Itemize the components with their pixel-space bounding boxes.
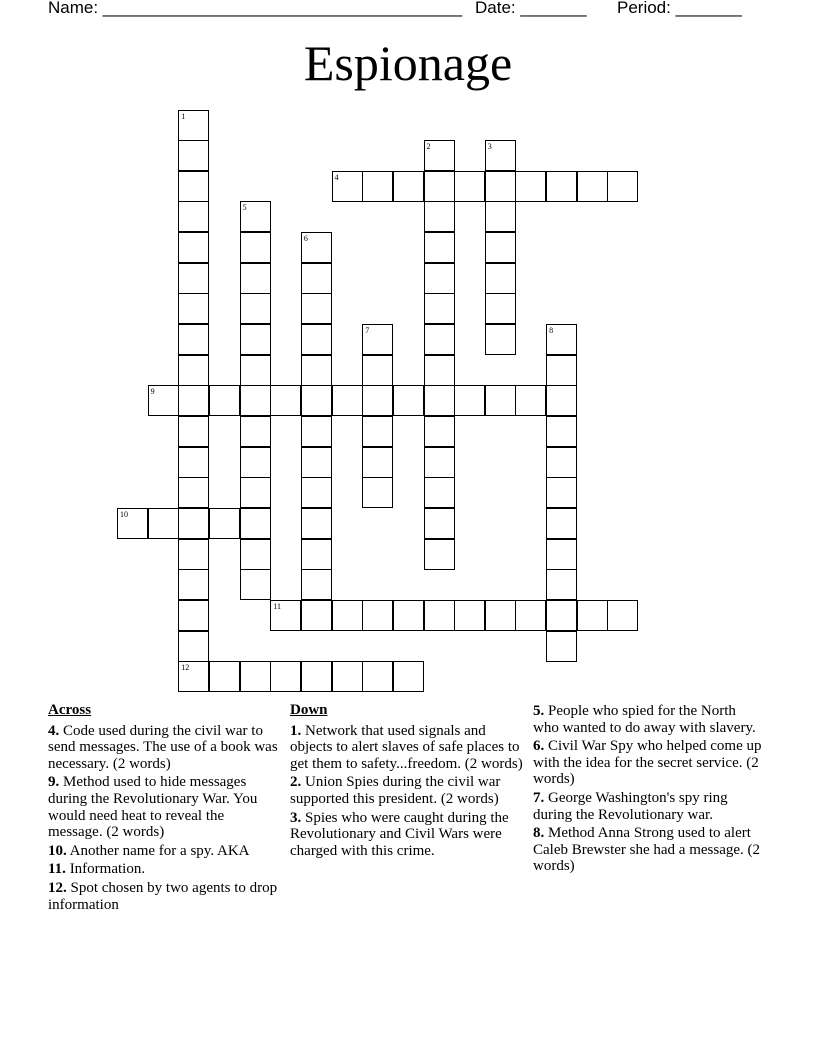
grid-cell[interactable] [424,201,455,232]
clue-item-text: Method Anna Strong used to alert Caleb Brewster she had a message. (2 words) [533,825,761,875]
grid-cell[interactable] [393,661,424,692]
clue-item-text: People who spied for the North who wanted to do away with slavery. [533,703,756,736]
grid-cell[interactable] [178,631,209,662]
grid-cell[interactable] [240,385,271,416]
grid-cell[interactable] [178,539,209,570]
grid-cell[interactable] [148,508,179,539]
clue-number: 1 [181,111,186,121]
grid-cell[interactable] [577,600,608,631]
clue-item [48,843,280,860]
grid-cell[interactable] [209,508,240,539]
grid-cell[interactable] [424,171,455,202]
down-clues-continued [533,703,763,877]
grid-cell[interactable] [485,385,516,416]
across-heading: Across [48,702,92,718]
grid-cell[interactable] [301,508,332,539]
grid-cell[interactable] [240,569,271,600]
clue-number: 2 [426,142,431,152]
grid-cell[interactable] [424,508,455,539]
grid-cell[interactable] [485,600,516,631]
across-clues [48,702,280,915]
grid-cell[interactable] [240,355,271,386]
grid-cell[interactable] [577,171,608,202]
name-field-label: Name: ______________________________________ [48,0,463,17]
clue-item-number: 7. [533,789,545,806]
grid-cell[interactable] [424,263,455,294]
grid-cell[interactable] [178,385,209,416]
grid-cell[interactable] [424,539,455,570]
grid-cell[interactable] [240,232,271,263]
grid-cell[interactable] [546,600,577,631]
clue-number: 12 [181,663,190,673]
grid-cell[interactable] [362,447,393,478]
grid-cell[interactable] [424,600,455,631]
grid-cell[interactable] [546,447,577,478]
clue-item-text: Information. [65,861,146,878]
grid-cell[interactable] [301,416,332,447]
grid-cell[interactable] [270,661,301,692]
clue-item [533,825,763,875]
grid-cell[interactable] [546,355,577,386]
grid-cell[interactable] [546,569,577,600]
period-field-label: Period: _______ [617,0,742,17]
grid-cell[interactable] [546,385,577,416]
across-clue-list [48,723,280,914]
grid-cell[interactable] [424,355,455,386]
grid-cell[interactable] [178,263,209,294]
clue-number: 9 [150,387,155,397]
grid-cell[interactable] [607,171,638,202]
grid-cell[interactable] [362,355,393,386]
clue-item [290,723,524,773]
grid-cell[interactable] [240,508,271,539]
grid-cell[interactable] [240,324,271,355]
grid-cell[interactable] [546,508,577,539]
grid-cell[interactable] [546,171,577,202]
page-title: Espionage [303,35,513,91]
clue-item [533,703,763,736]
clue-number: 3 [487,142,492,152]
grid-cell[interactable] [301,385,332,416]
grid-cell[interactable] [240,539,271,570]
grid-cell[interactable] [424,324,455,355]
clue-number: 6 [303,234,308,244]
grid-cell[interactable] [546,416,577,447]
grid-cell[interactable] [393,385,424,416]
down-clue-list [290,723,524,860]
grid-cell[interactable] [209,661,240,692]
clue-item [533,790,763,823]
clue-item [290,774,524,807]
clue-item-text: Spies who were caught during the Revolutionary and Civil Wars were charged with this crime. [290,809,509,859]
grid-cell[interactable] [362,385,393,416]
down-heading: Down [290,702,328,718]
grid-cell[interactable] [362,661,393,692]
clue-item-number: 11. [48,861,66,878]
grid-cell[interactable] [546,631,577,662]
grid-cell[interactable] [178,477,209,508]
grid-cell[interactable] [515,385,546,416]
grid-cell[interactable] [362,171,393,202]
clue-item-number: 6. [533,738,545,755]
grid-cell[interactable] [178,416,209,447]
grid-cell[interactable] [332,661,363,692]
grid-cell[interactable] [209,385,240,416]
grid-cell[interactable] [178,569,209,600]
clue-number: 11 [273,601,281,611]
grid-cell[interactable] [546,477,577,508]
grid-cell[interactable] [240,477,271,508]
grid-cell[interactable] [454,171,485,202]
clue-item-number: 8. [533,825,545,842]
grid-cell[interactable] [362,477,393,508]
grid-cell[interactable] [178,171,209,202]
clue-item-text: Another name for a spy. AKA [66,842,250,859]
grid-cell[interactable] [424,385,455,416]
grid-cell[interactable] [515,171,546,202]
grid-cell[interactable] [454,385,485,416]
grid-cell[interactable] [485,232,516,263]
grid-cell[interactable] [362,600,393,631]
grid-cell[interactable] [393,171,424,202]
grid-cell[interactable] [270,385,301,416]
clue-item [48,880,280,913]
clue-item-number: 12. [48,879,67,896]
grid-cell[interactable] [178,324,209,355]
grid-cell[interactable] [485,324,516,355]
grid-cell[interactable] [240,447,271,478]
grid-cell[interactable] [515,600,546,631]
clue-item-text: George Washington's spy ring during the Revolutionary war. [533,789,728,823]
grid-cell[interactable] [301,355,332,386]
grid-cell[interactable] [424,477,455,508]
clue-number: 10 [120,509,128,519]
grid-cell[interactable] [607,600,638,631]
clue-item-number: 3. [290,809,302,826]
grid-cell[interactable] [301,477,332,508]
grid-cell[interactable] [546,539,577,570]
clue-item-number: 4. [48,722,60,739]
grid-cell[interactable] [178,447,209,478]
grid-cell[interactable] [424,447,455,478]
grid-cell[interactable] [178,293,209,324]
clue-item-number: 9. [48,774,60,791]
grid-cell[interactable] [178,140,209,171]
clue-number: 5 [242,203,247,213]
grid-cell[interactable] [485,293,516,324]
date-field-label: Date: _______ [475,0,587,17]
clue-item-text: Spot chosen by two agents to drop information [48,879,278,913]
grid-cell[interactable] [485,201,516,232]
down-clue-list-continued [533,703,763,875]
clue-item [48,723,280,773]
grid-cell[interactable] [178,600,209,631]
clue-item-number: 5. [533,703,545,719]
grid-cell[interactable] [485,171,516,202]
clue-item [48,861,280,878]
grid-cell[interactable] [301,661,332,692]
clue-item-number: 10. [48,842,67,859]
grid-cell[interactable] [301,293,332,324]
grid-cell[interactable] [393,600,424,631]
grid-cell[interactable] [240,293,271,324]
clue-item-number: 1. [290,722,302,739]
grid-cell[interactable] [178,508,209,539]
grid-cell[interactable] [301,539,332,570]
grid-cell[interactable] [178,232,209,263]
grid-cell[interactable] [485,263,516,294]
grid-cell[interactable] [362,416,393,447]
grid-cell[interactable] [424,232,455,263]
grid-cell[interactable] [240,661,271,692]
grid-cell[interactable] [454,600,485,631]
grid-cell[interactable] [332,600,363,631]
grid-cell[interactable] [240,263,271,294]
grid-cell[interactable] [332,385,363,416]
grid-cell[interactable] [178,201,209,232]
clue-number: 8 [549,326,554,336]
grid-cell[interactable] [301,569,332,600]
clue-item-text: Method used to hide messages during the Revolutionary War. You would need heat to reveal the message. (2 words) [48,774,258,841]
grid-cell[interactable] [240,416,271,447]
clue-item-text: Code used during the civil war to send messages. The use of a book was necessary. (2 words) [48,722,278,772]
grid-cell[interactable] [178,355,209,386]
clue-item [48,774,280,840]
clue-number: 4 [334,172,339,182]
clue-item-text: Network that used signals and objects to alert slaves of safe places to get them to safety...freedom. (2 words) [290,722,523,772]
down-clues [290,702,524,861]
grid-cell[interactable] [301,447,332,478]
clue-number: 7 [365,326,370,336]
clue-item [533,738,763,788]
grid-cell[interactable] [301,324,332,355]
grid-cell[interactable] [424,416,455,447]
clue-item-number: 2. [290,774,302,791]
clue-item [290,810,524,860]
grid-cell[interactable] [301,263,332,294]
grid-cell[interactable] [301,600,332,631]
grid-cell[interactable] [424,293,455,324]
clue-item-text: Union Spies during the civil war supported this president. (2 words) [290,774,501,807]
clue-item-text: Civil War Spy who helped come up with the idea for the secret service. (2 words) [533,738,762,788]
